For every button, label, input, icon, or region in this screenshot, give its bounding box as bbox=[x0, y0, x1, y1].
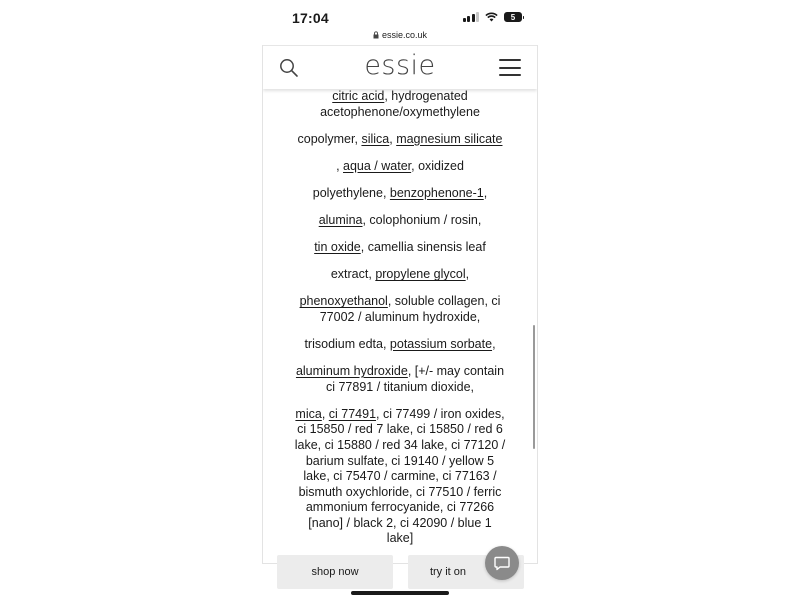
home-indicator[interactable] bbox=[351, 591, 449, 595]
chat-icon bbox=[494, 556, 510, 571]
url-text: essie.co.uk bbox=[381, 30, 428, 40]
ingredient-paragraph bbox=[293, 159, 507, 175]
cellular-signal-icon bbox=[463, 12, 480, 22]
status-bar bbox=[262, 0, 538, 30]
ingredient-text: , [+/- may contain ci 77891 / titanium dioxide, bbox=[325, 364, 505, 394]
menu-button[interactable] bbox=[499, 59, 521, 76]
ingredient-paragraph bbox=[294, 89, 506, 120]
ingredient-paragraph bbox=[294, 364, 506, 395]
status-time: 17:04 bbox=[292, 10, 329, 26]
ingredient-text: , ci 77499 / iron oxides, ci 15850 / red 7 lake, ci 15850 / red 6 lake, ci 15880 / red 34 lake, ci 77120 / barium sulfate, ci 19140 / yellow 5 lake, ci 75470 / carmine, ci 77163 / bismuth oxychloride, ci 77510 / ferric ammonium ferrocyanide, ci 77266 [nano] / black 2, ci 42090 / blue 1 lake] bbox=[294, 406, 506, 546]
ingredient-paragraph bbox=[294, 267, 506, 283]
ingredient-text: , bbox=[492, 336, 496, 351]
ingredient-text: extract, bbox=[330, 267, 376, 282]
ingredient-text: polyethylene, bbox=[312, 185, 390, 200]
ingredient-link[interactable]: magnesium silicate bbox=[396, 131, 503, 146]
scrollbar[interactable] bbox=[533, 325, 536, 449]
ingredient-link[interactable]: potassium sorbate bbox=[389, 336, 493, 351]
shop-now-button[interactable]: shop now bbox=[277, 555, 393, 589]
ingredient-link[interactable]: benzophenone-1 bbox=[389, 185, 484, 200]
ingredient-paragraph bbox=[294, 240, 506, 256]
ingredient-link[interactable]: mica bbox=[295, 406, 322, 421]
ingredient-link[interactable]: ci 77491 bbox=[328, 406, 377, 421]
ingredient-link[interactable]: phenoxyethanol bbox=[299, 294, 388, 309]
wifi-icon bbox=[485, 12, 498, 22]
ingredient-text: copolymer, bbox=[297, 131, 362, 146]
ingredient-text: , bbox=[336, 158, 344, 173]
hamburger-menu-icon bbox=[499, 59, 521, 61]
essie-logo[interactable]: essie bbox=[364, 50, 436, 81]
ingredient-paragraph bbox=[294, 407, 506, 547]
ingredient-paragraph bbox=[294, 337, 506, 353]
ingredient-text: , bbox=[321, 406, 329, 421]
ingredient-text: , colophonium / rosin, bbox=[362, 212, 482, 227]
battery-icon bbox=[504, 12, 522, 22]
try-it-on-label: try it on bbox=[429, 566, 467, 578]
ingredient-text: , bbox=[465, 267, 470, 282]
ingredient-paragraph bbox=[294, 186, 506, 202]
ingredient-paragraph bbox=[294, 294, 506, 325]
site-header bbox=[263, 45, 537, 89]
ingredient-link[interactable]: alumina bbox=[318, 212, 363, 227]
ingredient-text: , soluble collagen, ci 77002 / aluminum hydroxide, bbox=[319, 294, 501, 324]
ingredient-link[interactable]: citric acid bbox=[332, 89, 385, 103]
status-icons bbox=[463, 12, 523, 22]
lock-icon bbox=[373, 31, 379, 39]
address-bar[interactable] bbox=[262, 28, 538, 42]
chat-button[interactable] bbox=[485, 546, 519, 580]
ingredient-link[interactable]: propylene glycol bbox=[375, 267, 466, 282]
ingredient-link[interactable]: tin oxide bbox=[314, 240, 361, 255]
ingredient-text: , oxidized bbox=[411, 158, 464, 173]
ingredient-paragraph bbox=[293, 132, 507, 148]
ingredient-text: , bbox=[483, 185, 488, 200]
ingredient-link[interactable]: silica bbox=[361, 131, 390, 146]
ingredient-text: , hydrogenated acetophenone/oxymethylene bbox=[320, 89, 480, 119]
ingredient-link[interactable]: aluminum hydroxide bbox=[295, 364, 408, 379]
ingredient-text: trisodium edta, bbox=[304, 336, 390, 351]
ingredient-text: , camellia sinensis leaf bbox=[360, 240, 486, 255]
ingredients-list bbox=[263, 89, 537, 559]
battery-level: 5 bbox=[510, 12, 516, 22]
web-page bbox=[262, 45, 538, 564]
ingredient-text: , bbox=[389, 131, 397, 146]
ingredient-link[interactable]: aqua / water bbox=[343, 158, 412, 173]
ingredient-paragraph bbox=[294, 213, 506, 229]
